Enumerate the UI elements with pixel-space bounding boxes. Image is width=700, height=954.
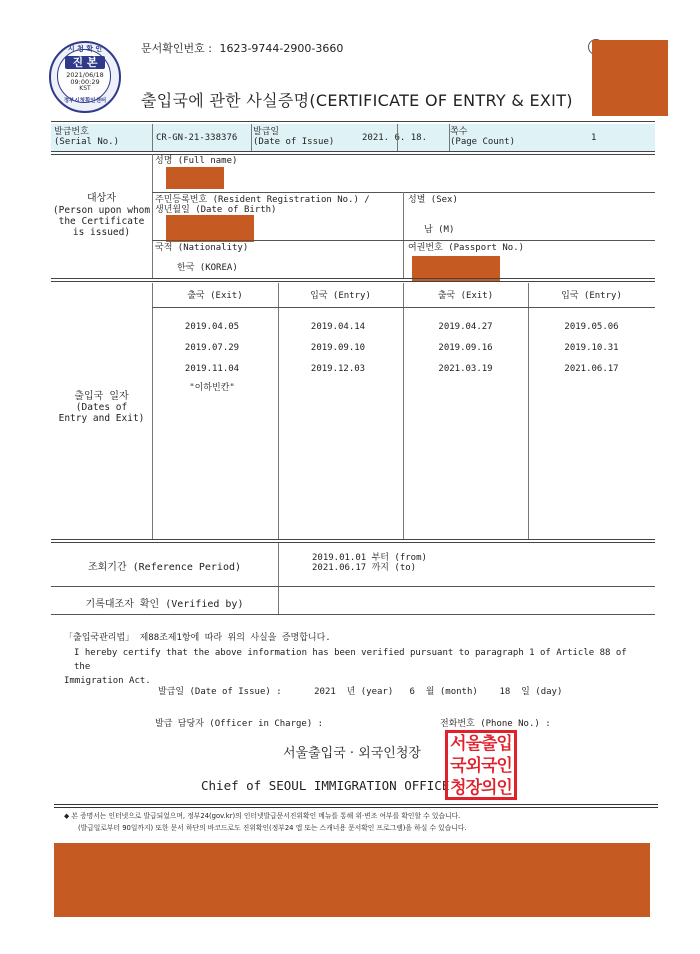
office-name-en: Chief of SEOUL IMMIGRATION OFFICE (201, 778, 450, 793)
page-title: 출입국에 관한 사실증명(CERTIFICATE OF ENTRY & EXIT) (141, 91, 573, 110)
issue-label: 발급일 (Date of Issue) (253, 127, 335, 147)
seal-time: 09:00:29 (70, 78, 100, 86)
date-cell: 2019.09.10 (310, 343, 366, 353)
redaction-birth (166, 215, 254, 242)
seal-tz: KST (79, 85, 91, 92)
blank-below-note: "이하빈칸" (189, 383, 235, 393)
certify-statement-en: I hereby certify that the above information has been verified pursuant to paragraph 1 of Article 88 of the Immigration Act. (64, 648, 627, 686)
reference-period-label: 조회기간 (Reference Period) (87, 562, 242, 573)
footnote: ◆ 본 증명서는 인터넷으로 발급되었으며, 정부24(gov.kr)의 인터넷발급문서진위확인 메뉴를 통해 위·변조 여부를 확인할 수 있습니다. (발급일로부터 90일까지) 또한 문서 하단의 바코드로도 진위확인(정부24 앱 또는 스캐너용 문서확인 프로그램)을 하실 수 있습니다. (64, 812, 467, 832)
header-row (51, 124, 655, 151)
seal-bottom-text: 정부시청확인센터 (63, 98, 107, 104)
official-seal-stamp: 서울출입 국외국인 청장의인 (445, 730, 517, 800)
doc-number-line (141, 40, 343, 56)
redaction-full-name (166, 167, 224, 189)
seal-date: 2021/06/18 (66, 71, 104, 79)
nationality-label: 국적 (Nationality) (155, 243, 249, 253)
sex-value: 남 (M) (424, 225, 455, 235)
page-count-value: 1 (591, 133, 597, 143)
reference-period-value: 2019.01.01 부터 (from) 2021.06.17 까지 (to) (312, 553, 427, 573)
date-cell: 2019.04.27 (438, 322, 493, 332)
doc-number-label: 문서확인번호 : (141, 42, 212, 55)
issue-value: 2021. 6. 18. (362, 133, 428, 143)
office-name-ko: 서울출입국 · 외국인청장 (283, 746, 421, 761)
officer-label: 발급 담당자 (Officer in Charge) : (155, 719, 324, 729)
col-header-entry-1: 입국 (Entry) (310, 291, 371, 301)
verification-seal (49, 41, 121, 113)
full-name-label: 성명 (Full name) (155, 156, 238, 166)
redaction-barcode (54, 843, 650, 917)
date-cell: 2019.12.03 (310, 364, 366, 374)
verified-by-label: 기록대조자 확인 (Verified by) (85, 599, 244, 610)
rrn-label: 주민등록번호 (Resident Registration No.) / 생년월일 (Date of Birth) (155, 195, 370, 215)
date-cell: 2019.04.14 (310, 322, 366, 332)
seal-top-text: 시 청 확 인 (67, 45, 103, 53)
phone-label: 전화번호 (Phone No.) : (440, 719, 551, 729)
certify-statement-ko: 「출입국관리법」 제88조제1항에 따라 위의 사실을 증명합니다. (64, 633, 331, 643)
issue-date-line: 발급일 (Date of Issue) : 2021 년 (year) 6 월 (month) 18 일 (day) (158, 687, 563, 697)
col-header-exit-2: 출국 (Exit) (437, 291, 494, 301)
date-cell: 2019.10.31 (564, 343, 619, 353)
page-count-label: 쪽수 (Page Count) (450, 127, 516, 147)
dates-label: 출입국 일자 (Dates of Entry and Exit) (58, 391, 145, 424)
passport-label: 여권번호 (Passport No.) (408, 243, 525, 253)
date-cell: 2021.03.19 (438, 364, 493, 374)
date-cell: 2019.09.16 (438, 343, 493, 353)
redaction-top-right (592, 40, 668, 116)
date-cell: 2019.04.05 (184, 322, 240, 332)
doc-number: 1623-9744-2900-3660 (219, 42, 344, 55)
seal-mid-text: 진 본 (65, 56, 105, 69)
person-label: 대상자 (Person upon whom the Certificate is issued) (52, 193, 151, 238)
date-cell: 2021.06.17 (564, 364, 619, 374)
serial-value: CR-GN-21-338376 (156, 133, 238, 143)
date-cell: 2019.07.29 (184, 343, 240, 353)
nationality-value: 한국 (KOREA) (177, 263, 238, 273)
date-cell: 2019.11.04 (184, 364, 240, 374)
col-header-entry-2: 입국 (Entry) (561, 291, 622, 301)
date-cell: 2019.05.06 (564, 322, 619, 332)
sex-label: 성별 (Sex) (408, 195, 458, 205)
col-header-exit-1: 출국 (Exit) (187, 291, 243, 301)
serial-label: 발급번호 (Serial No.) (54, 127, 120, 147)
